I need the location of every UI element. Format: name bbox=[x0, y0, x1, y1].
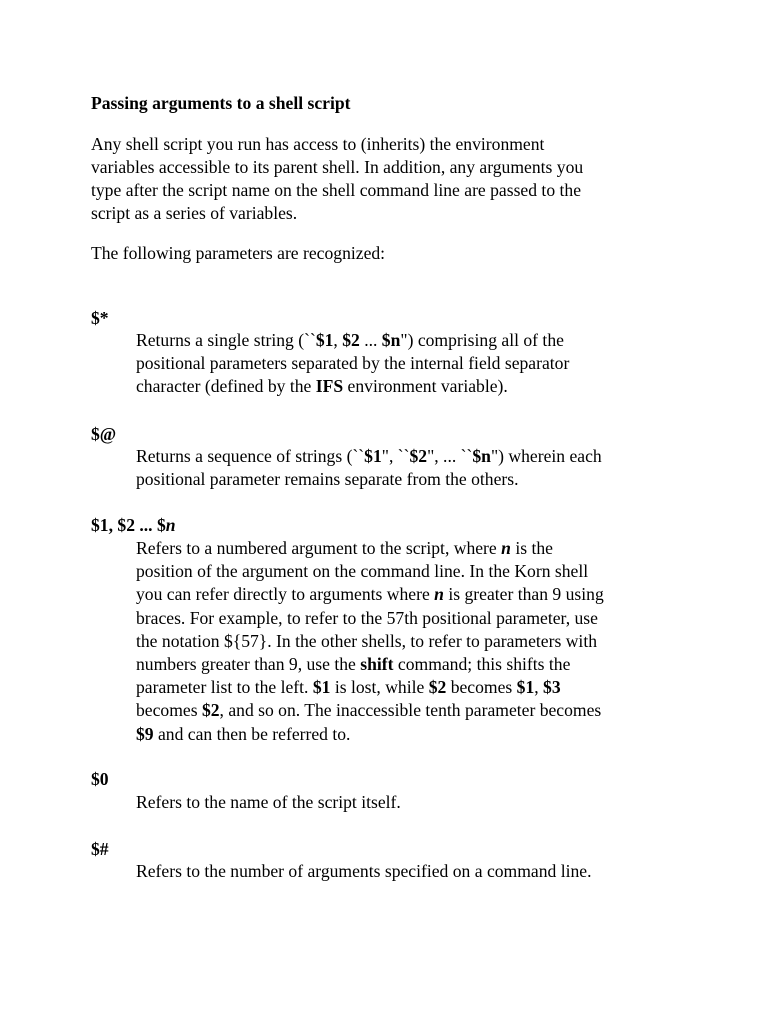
parameter-description-star bbox=[136, 329, 696, 399]
description-line: character (defined by the IFS environment variable). bbox=[136, 376, 508, 397]
parameter-description-hash bbox=[136, 860, 696, 883]
parameter-term-at: $@ bbox=[91, 424, 117, 444]
description-line: $9 and can then be referred to. bbox=[136, 723, 351, 744]
description-line: positional parameters separated by the internal field separator bbox=[136, 353, 570, 374]
description-line: Refers to the name of the script itself. bbox=[136, 792, 401, 812]
description-line: Refers to a numbered argument to the script, where n is the bbox=[136, 538, 553, 558]
description-line: braces. For example, to refer to the 57th positional parameter, use bbox=[136, 607, 598, 628]
description-line: parameter list to the left. $1 is lost, while $2 becomes $1, $3 bbox=[136, 677, 561, 698]
parameter-description-numbered bbox=[136, 537, 696, 746]
description-line: Returns a single string (``$1, $2 ... $n") comprising all of the bbox=[136, 330, 564, 350]
description-line: positional parameter remains separate from the others. bbox=[136, 469, 519, 490]
description-line: becomes $2, and so on. The inaccessible tenth parameter becomes bbox=[136, 700, 602, 721]
description-line: you can refer directly to arguments where n is greater than 9 using bbox=[136, 584, 604, 605]
parameter-term-numbered: $1, $2 ... $n bbox=[91, 515, 176, 535]
parameter-term-zero: $0 bbox=[91, 769, 109, 789]
parameter-term-star: $* bbox=[91, 308, 109, 328]
description-line: Refers to the number of arguments specified on a command line. bbox=[136, 861, 592, 881]
document-heading: Passing arguments to a shell script bbox=[91, 93, 351, 113]
description-line: numbers greater than 9, use the shift command; this shifts the bbox=[136, 654, 571, 675]
parameter-term-hash: $# bbox=[91, 839, 109, 859]
parameter-description-zero bbox=[136, 791, 696, 814]
parameter-description-at bbox=[136, 445, 696, 491]
intro-paragraph bbox=[91, 133, 671, 225]
description-line: position of the argument on the command line. In the Korn shell bbox=[136, 561, 589, 582]
intro-line: variables accessible to its parent shell. In addition, any arguments you bbox=[91, 157, 584, 177]
description-line: Returns a sequence of strings (``$1", ``$2", ... ``$n") wherein each bbox=[136, 446, 602, 466]
parameters-lead-text: The following parameters are recognized: bbox=[91, 243, 386, 263]
intro-line: Any shell script you run has access to (inherits) the environment bbox=[91, 134, 545, 154]
intro-line: script as a series of variables. bbox=[91, 203, 298, 223]
description-line: the notation ${57}. In the other shells, to refer to parameters with bbox=[136, 630, 598, 651]
intro-line: type after the script name on the shell command line are passed to the bbox=[91, 180, 582, 200]
